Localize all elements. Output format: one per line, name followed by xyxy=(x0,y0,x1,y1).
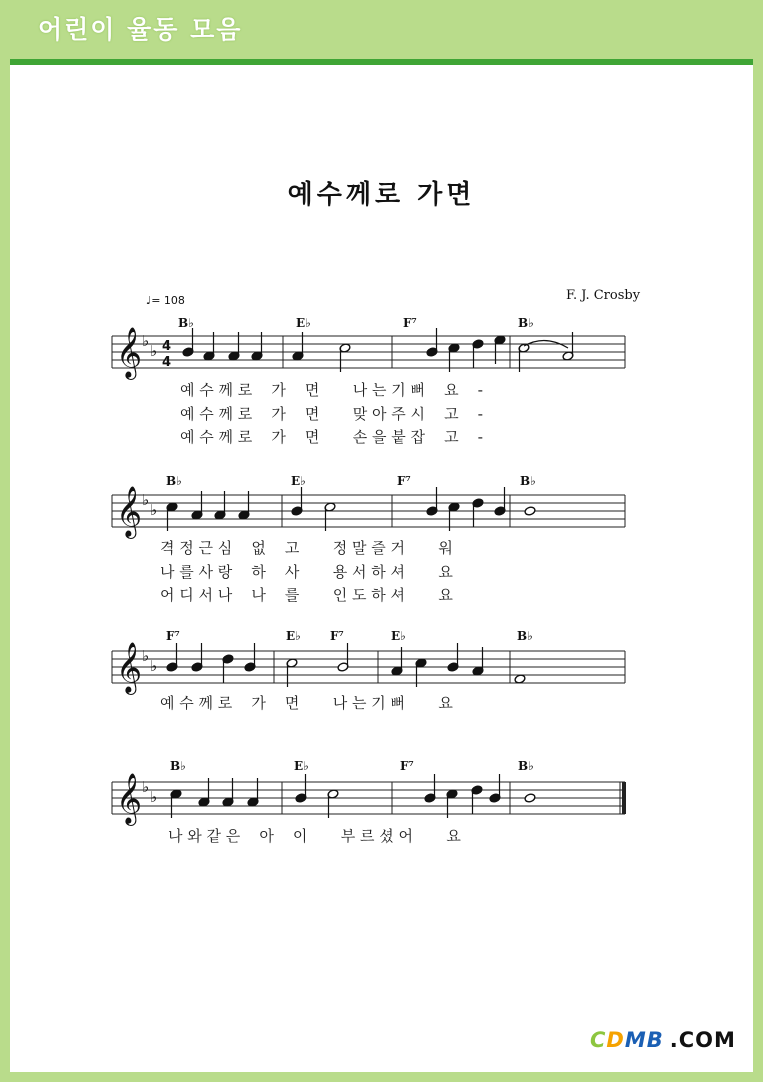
composer: F. J. Crosby xyxy=(566,288,641,303)
logo-letter: D xyxy=(606,1028,625,1052)
flat-sign: ♭ xyxy=(142,778,150,796)
lyric-line: 나 와 같 은 아 이 부 르 셨 어 요 xyxy=(168,827,461,845)
lyric-line: 예 수 께 로 가 면 맞 아 주 시 고 - xyxy=(180,405,484,423)
logo-letter: B xyxy=(646,1028,664,1052)
chord: E♭ xyxy=(296,316,311,330)
flat-sign: ♭ xyxy=(142,491,150,509)
song-title: 예수께로 가면 xyxy=(287,180,476,210)
cdmb-logo[interactable] xyxy=(590,1028,736,1052)
note-head xyxy=(524,506,536,516)
lyric-line: 격 정 근 심 없 고 정 말 즐 거 워 xyxy=(160,539,453,557)
flat-sign: ♭ xyxy=(150,501,158,519)
flat-sign: ♭ xyxy=(142,332,150,350)
chord: E♭ xyxy=(391,629,406,643)
chord: B♭ xyxy=(517,629,533,643)
lyric-line: 어 디 서 나 나 를 인 도 하 셔 요 xyxy=(160,586,453,604)
flat-sign: ♭ xyxy=(142,647,150,665)
chord: E♭ xyxy=(286,629,301,643)
note-head xyxy=(524,793,536,803)
chord: B♭ xyxy=(178,316,194,330)
chord: B♭ xyxy=(166,474,182,488)
treble-clef: 𝄞 xyxy=(116,642,143,693)
chord: F⁷ xyxy=(403,316,417,330)
chord: B♭ xyxy=(170,759,186,773)
treble-clef: 𝄞 xyxy=(116,486,143,537)
treble-clef: 𝄞 xyxy=(116,773,143,824)
treble-clef: 𝄞 xyxy=(116,327,143,378)
chord: B♭ xyxy=(520,474,536,488)
tempo-value: = 108 xyxy=(151,294,185,307)
lyric-line: 예 수 께 로 가 면 손 을 붙 잡 고 - xyxy=(180,428,484,446)
lyric-line: 나 를 사 랑 하 사 용 서 하 셔 요 xyxy=(160,563,453,581)
chord: F⁷ xyxy=(330,629,344,643)
logo-letter: M xyxy=(624,1028,647,1052)
chord: B♭ xyxy=(518,316,534,330)
time-signature: 4 xyxy=(162,355,172,370)
logo-domain: .COM xyxy=(669,1028,736,1052)
flat-sign: ♭ xyxy=(150,657,158,675)
chord: F⁷ xyxy=(400,759,414,773)
chord: E♭ xyxy=(291,474,306,488)
lyric-line: 예 수 께 로 가 면 나 는 기 뻐 요 xyxy=(160,694,453,712)
chord: F⁷ xyxy=(166,629,180,643)
header-title: 어린이 율동 모음 xyxy=(38,15,243,44)
chord: F⁷ xyxy=(397,474,411,488)
flat-sign: ♭ xyxy=(150,342,158,360)
quarter-note-icon: ♩ xyxy=(146,294,152,307)
flat-sign: ♭ xyxy=(150,788,158,806)
time-signature: 4 xyxy=(162,339,172,354)
chord: E♭ xyxy=(294,759,309,773)
lyric-line: 예 수 께 로 가 면 나 는 기 뻐 요 - xyxy=(180,381,484,399)
chord: B♭ xyxy=(518,759,534,773)
final-barline xyxy=(622,782,626,814)
logo-letter: C xyxy=(590,1028,607,1052)
